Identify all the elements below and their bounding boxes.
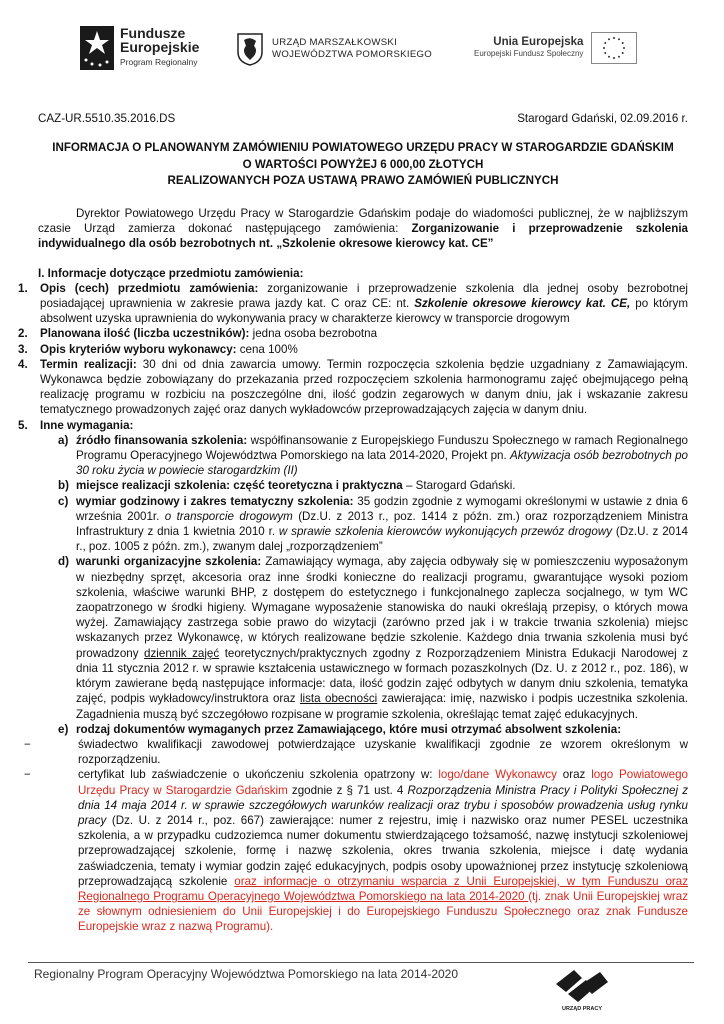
item-italic: Szkolenie okresowe kierowcy kat. CE,	[414, 297, 631, 311]
title-line1: INFORMACJA O PLANOWANYM ZAMÓWIENIU POWIATOWEGO URZĘDU PRACY W STAROGARDZIE GDAŃSKIM	[52, 141, 674, 154]
section-heading: I. Informacje dotyczące przedmiotu zamówienia:	[38, 266, 304, 280]
footer-text: Regionalny Program Operacyjny Województwa Pomorskiego na lata 2014-2020	[34, 967, 459, 981]
eu-flag-icon	[591, 32, 637, 64]
fe-logo-line2: Europejskie	[120, 39, 200, 55]
ue-logo-line1: Unia Europejska	[493, 36, 584, 48]
footer-divider	[28, 962, 694, 963]
um-logo-line1: URZĄD MARSZAŁKOWSKI	[272, 37, 398, 48]
list-item-1: 1. Opis (cech) przedmiotu zamówienia: zorganizowanie i przeprowadzenie szkolenia dla jednej osoby bezrobotnej posiadającej uprawnienia w zakresie prawa jazdy kat. C oraz CE: nt. Szkolenie okresowe kierowcy kat. CE, po którym absolwent uzyska uprawnienia do wykonywania pracy w charakterze kierowcy w transporcie drogowym	[18, 281, 688, 326]
intro-paragraph	[38, 206, 688, 252]
fe-logo-line1: Fundusze	[120, 25, 186, 41]
ue-logo-line2: Europejski Fundusz Społeczny	[474, 49, 584, 58]
fe-logo-line3: Program Regionalny	[120, 57, 198, 67]
fundusze-europejskie-logo	[80, 26, 199, 70]
item-label: Opis (cech) przedmiotu zamówienia:	[40, 281, 259, 295]
sub-item-b: b) miejsce realizacji szkolenia: część teoretyczna i praktyczna – Starogard Gdański.	[58, 479, 516, 493]
reference-number: CAZ-UR.5510.35.2016.DS	[38, 112, 176, 125]
um-logo-line2: WOJEWÓDZTWA POMORSKIEGO	[272, 49, 433, 60]
unia-europejska-logo	[474, 32, 637, 64]
document-body	[18, 206, 689, 935]
intro-text: Dyrektor Powiatowego Urzędu Pracy w Starogardzie Gdańskim podaje do wiadomości publicznej, że w najbliższym czasie Urząd zamierza dokonać następującego zamówienia:	[38, 207, 688, 236]
title-line3: REALIZOWANYCH POZA USTAWĄ PRAWO ZAMÓWIEŃ PUBLICZNYCH	[167, 174, 559, 187]
dash-item-1: − świadectwo kwalifikacji zawodowej potwierdzające uzyskanie kwalifikacji zgodnie ze wzorem określonym w rozporządzeniu.	[24, 737, 688, 767]
title-line2: O WARTOŚCI POWYŻEJ 6 000,00 ZŁOTYCH	[242, 157, 484, 171]
footer-logo-caption: URZĄD PRACY	[561, 1006, 603, 1012]
fe-star-logo-icon	[80, 26, 114, 70]
document-title	[38, 140, 688, 190]
urzad-marszalkowski-logo	[234, 32, 432, 66]
urzad-pracy-logo-icon	[552, 964, 612, 1012]
item-number: 1.	[18, 281, 28, 295]
intro-bold: Zorganizowanie i przeprowadzenie szkolenia indywidualnego dla osób bezrobotnych nt. „Szkolenie okresowe kierowcy kat. CE”	[38, 222, 688, 251]
header-logos	[0, 22, 724, 82]
sub-list	[24, 433, 689, 935]
sub-item-c: c) wymiar godzinowy i zakres tematyczny szkolenia: 35 godzin zgodnie z wymogami określonymi w ustawie z dnia 6 września 2001r. o transporcie drogowym (Dz.U. z 2013 r., poz. 1414 z późn. zm.) oraz rozporządzeniem Ministra Infrastruktury z dnia 1 kwietnia 2010 r. w sprawie szkolenia kierowców wykonujących przewóz drogowy (Dz.U. z 2014 r., poz. 1005 z późn. zm.), zwanym dalej „rozporządzeniem”	[58, 494, 688, 554]
dash-item-2: − certyfikat lub zaświadczenie o ukończeniu szkolenia opatrzony w: logo/dane Wykonawcy oraz logo Powiatowego Urzędu Pracy w Starogardzie Gdańskim zgodnie z § 71 ust. 4 Rozporządzenia Ministra Pracy i Polityki Społecznej z dnia 14 maja 2014 r. w sprawie szczegółowych warunków realizacji oraz trybu i sposobów prowadzenia usług rynku pracy (Dz. U. z 2014 r., poz. 667) zawierające: numer z rejestru, imię i nazwisko oraz numer PESEL uczestnika szkolenia, a w przypadku cudzoziemca numer dokumentu stwierdzającego tożsamość, nazwę instytucji szkoleniowej przeprowadzającej szkolenie, formę i nazwę szkolenia, okres trwania szkolenia, miejsce i datę wydania zaświadczenia, tematy i wymiar godzin zajęć edukacyjnych, podpis osoby upoważnionej przez instytucję szkoleniową przeprowadzającą szkolenie oraz informacje o otrzymaniu wsparcia z Unii Europejskiej, w tym Funduszu oraz Regionalnego Programu Operacyjnego Województwa Pomorskiego na lata 2014-2020 (tj. znak Unii Europejskiej wraz ze słownym odniesieniem do Unii Europejskiej i do Europejskiego Funduszu Społecznego oraz znak Fundusze Europejskie wraz z nazwą Programu).	[24, 768, 689, 934]
sub-item-a: a) źródło finansowania szkolenia: współfinansowanie z Europejskiego Funduszu Społecznego w ramach Regionalnego Programu Operacyjnego Województwa Pomorskiego na lata 2014-2020, Projekt pn. Aktywizacja osób bezrobotnych po 30 roku życia w powiecie starogardzkim (II)	[58, 433, 689, 478]
sub-item-e: e) rodzaj dokumentów wymaganych przez Zamawiającego, które musi otrzymać absolwent szkolenia:	[58, 722, 622, 736]
griffin-crest-icon	[234, 32, 266, 66]
list-item-5: 5. Inne wymagania:	[18, 418, 134, 432]
list-item-4: 4. Termin realizacji: 30 dni od dnia zawarcia umowy. Termin rozpoczęcia szkolenia będzie uzgadniany z Zamawiającym. Wykonawca będzie zobowiązany do przekazania przed rozpoczęciem szkolenia harmonogramu zajęć obejmującego pełną realizację programu w rozbiciu na poszczególne dni, ilość godzin zegarowych w danym dniu, jak i wskazanie zakresu tematycznego prowadzonych zajęć oraz danych wykładowców przeprowadzających zajęcia w danym dniu.	[18, 357, 688, 417]
sub-item-d: d) warunki organizacyjne szkolenia: Zamawiający wymaga, aby zajęcia odbywały się w pomieszczeniu wyposażonym w niezbędny sprzęt, akcesoria oraz inne środki konieczne do realizacji programu, gwarantujące wysoki poziom szkolenia, właściwe warunki BHP, z dostępem do estetycznego i funkcjonalnego zaplecza socjalnego, w tym WC zaopatrzonego w środki higieny. Wymagane wyposażenie stanowiska do nauki określają przepisy, o których mowa wyżej. Zamawiający zastrzega sobie prawo do wizytacji (zarówno przed jak i w trakcie trwania szkolenia) miejsc wskazanych przez Wykonawcę, w których realizowane będzie szkolenie. Każdego dnia trwania szkolenia musi być prowadzony dziennik zajęć teoretycznych/praktycznych zgodny z Rozporządzeniem Ministra Edukacji Narodowej z dnia 11 stycznia 2012 r. w sprawie kształcenia ustawicznego w formach pozaszkolnych (Dz. U. z 2012 r., poz. 186), w którym zawierane będą następujące informacje: data, ilość godzin zajęć odbytych w danym dniu szkolenia, tematyka zajęć, podpis wykładowcy/instruktora oraz lista obecności zawierająca: imię, nazwisko i podpis uczestnika szkolenia. Zagadnienia muszą być szczegółowo rozpisane w programie szkolenia, określając temat zajęć edukacyjnych.	[58, 555, 688, 721]
list-item-3: 3. Opis kryteriów wyboru wykonawcy: cena 100%	[18, 342, 298, 356]
list-item-2: 2. Planowana ilość (liczba uczestników): jedna osoba bezrobotna	[18, 327, 378, 341]
place-date: Starogard Gdański, 02.09.2016 r.	[517, 112, 688, 125]
